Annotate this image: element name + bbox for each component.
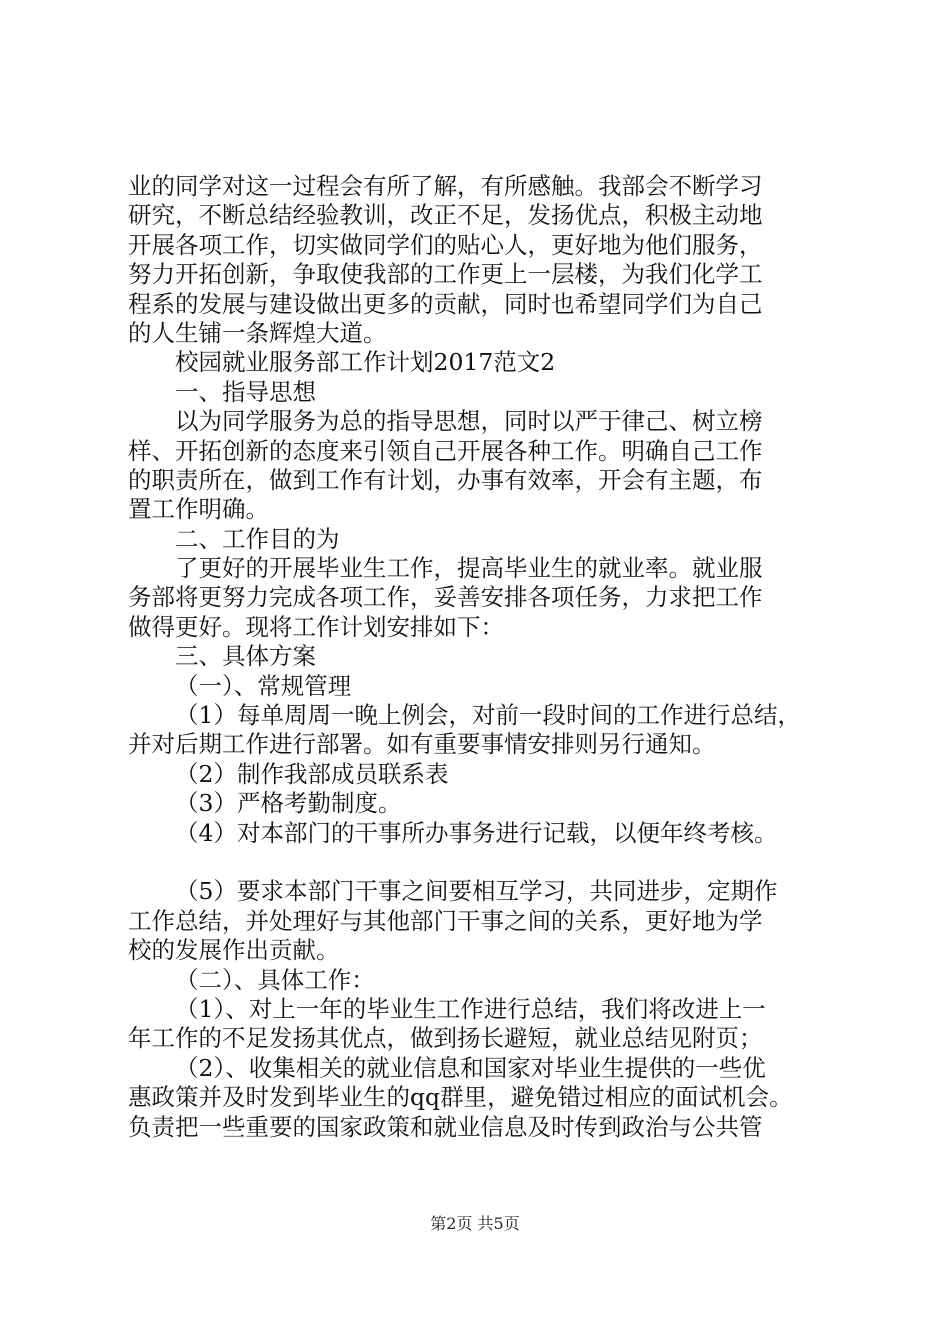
text-line: 负责把一些重要的国家政策和就业信息及时传到政治与公共管 — [128, 1112, 763, 1141]
document-body — [128, 172, 838, 1142]
text-line: 研究，不断总结经验教训，改正不足，发扬优点，积极主动地 — [128, 201, 763, 230]
text-line: 努力开拓创新，争取使我部的工作更上一层楼，为我们化学工 — [128, 260, 763, 289]
text-line: 并对后期工作进行部署。如有重要事情安排则另行通知。 — [128, 730, 716, 759]
list-item: （4）对本部门的干事所办事务进行记载，以便年终考核。 — [175, 818, 778, 847]
section-heading: 一、指导思想 — [175, 377, 316, 406]
section-title: 校园就业服务部工作计划2017范文2 — [175, 348, 556, 377]
text-line: 以为同学服务为总的指导思想，同时以严于律己、树立榜 — [175, 407, 763, 436]
subsection-heading: （二）、具体工作： — [175, 965, 375, 994]
list-item: （5）要求本部门干事之间要相互学习，共同进步，定期作 — [175, 877, 778, 906]
text-line: 做得更好。现将工作计划安排如下： — [128, 612, 504, 641]
text-line: 校的发展作出贡献。 — [128, 936, 340, 965]
blank-line — [128, 848, 838, 877]
section-heading: 二、工作目的为 — [175, 524, 340, 553]
text-line: 置工作明确。 — [128, 495, 269, 524]
text-line: 程系的发展与建设做出更多的贡献，同时也希望同学们为自己 — [128, 289, 763, 318]
text-line: 业的同学对这一过程会有所了解，有所感触。我部会不断学习 — [128, 172, 763, 200]
page-indicator: 第2页 共5页 — [430, 1214, 520, 1233]
list-item: （1）每单周周一晚上例会，对前一段时间的工作进行总结， — [175, 701, 801, 730]
list-item: （2）制作我部成员联系表 — [175, 759, 449, 788]
list-item: （3）严格考勤制度。 — [175, 789, 402, 818]
list-item: （1）、对上一年的毕业生工作进行总结，我们将改进上一 — [175, 994, 766, 1023]
text-line: 工作总结，并处理好与其他部门干事之间的关系，更好地为学 — [128, 906, 763, 935]
text-line: 了更好的开展毕业生工作，提高毕业生的就业率。就业服 — [175, 554, 763, 583]
text-line: 的职责所在，做到工作有计划，办事有效率，开会有主题，布 — [128, 465, 763, 494]
subsection-heading: （一）、常规管理 — [175, 671, 352, 700]
text-line: 务部将更努力完成各项工作，妥善安排各项任务，力求把工作 — [128, 583, 763, 612]
section-heading: 三、具体方案 — [175, 642, 316, 671]
text-line: 开展各项工作，切实做同学们的贴心人，更好地为他们服务， — [128, 230, 763, 259]
text-line: 的人生铺一条辉煌大道。 — [128, 318, 387, 347]
list-item: （2）、收集相关的就业信息和国家对毕业生提供的一些优 — [175, 1053, 766, 1082]
text-line: 样、开拓创新的态度来引领自己开展各种工作。明确自己工作 — [128, 436, 763, 465]
text-line: 年工作的不足发扬其优点，做到扬长避短，就业总结见附页； — [128, 1024, 763, 1053]
text-line: 惠政策并及时发到毕业生的qq群里，避免错过相应的面试机会。 — [128, 1083, 793, 1112]
